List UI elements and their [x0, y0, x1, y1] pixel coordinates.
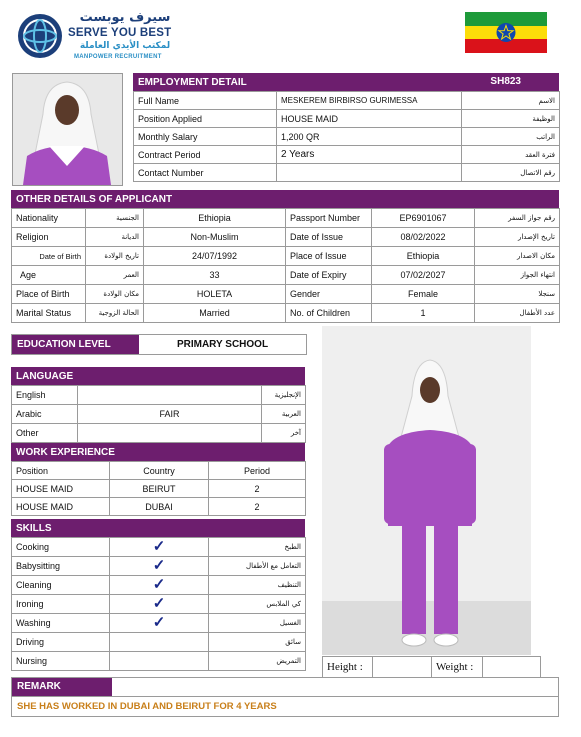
table-row	[12, 304, 560, 323]
cell-label-arabic: العمر	[86, 266, 144, 285]
table-row	[134, 146, 560, 164]
employment-table	[133, 91, 560, 182]
table-row	[12, 614, 306, 633]
skill-name-arabic: التعامل مع الأطفال	[209, 557, 306, 576]
table-row	[12, 538, 306, 557]
skill-name-arabic: كي الملابس	[209, 595, 306, 614]
cell-label-arabic: الحالة الزوجية	[86, 304, 144, 323]
company-logo	[14, 10, 184, 62]
employment-detail-title: EMPLOYMENT DETAIL	[138, 77, 247, 88]
skills-header	[11, 519, 305, 537]
work-experience-section	[11, 443, 305, 516]
remark-section	[11, 677, 559, 717]
language-title: LANGUAGE	[16, 371, 74, 382]
language-level: FAIR	[78, 405, 262, 424]
language-header	[11, 367, 305, 385]
column-header: Country	[110, 462, 209, 480]
table-row	[134, 92, 560, 110]
table-row	[12, 576, 306, 595]
cell-label: Place of Issue	[286, 247, 372, 266]
work-experience-header	[11, 443, 305, 461]
cell-label: No. of Children	[286, 304, 372, 323]
language-table	[11, 385, 306, 443]
field-value: 2 Years	[277, 146, 462, 164]
skill-name: Cooking	[12, 538, 110, 557]
employment-detail-header	[133, 73, 559, 91]
table-row	[12, 652, 306, 671]
logo-emblem-icon	[14, 12, 66, 60]
cell-label-arabic: تاريخ الولادة	[86, 247, 144, 266]
skill-check-icon: ✓	[110, 538, 209, 557]
other-details-header	[11, 190, 559, 208]
table-row	[12, 557, 306, 576]
field-label: Position Applied	[134, 110, 277, 128]
education-label: EDUCATION LEVEL	[12, 335, 139, 354]
skill-name: Cleaning	[12, 576, 110, 595]
cell-label-arabic: الديانة	[86, 228, 144, 247]
language-name-arabic: الإنجليزية	[262, 386, 306, 405]
height-value	[373, 657, 432, 677]
skill-check-icon: ✓	[110, 614, 209, 633]
language-name-arabic: آخر	[262, 424, 306, 443]
skill-name: Babysitting	[12, 557, 110, 576]
table-row	[12, 266, 560, 285]
other-details-title: OTHER DETAILS OF APPLICANT	[16, 194, 173, 205]
skill-check-icon: ✓	[110, 576, 209, 595]
experience-country: BEIRUT	[110, 480, 209, 498]
column-header: Position	[12, 462, 110, 480]
cell-label: Gender	[286, 285, 372, 304]
field-label-arabic: الراتب	[462, 128, 560, 146]
skills-section	[11, 519, 305, 671]
cell-label: Passport Number	[286, 209, 372, 228]
height-label: Height :	[323, 657, 373, 677]
table-row	[12, 209, 560, 228]
work-experience-table	[11, 461, 306, 516]
cell-label: Religion	[12, 228, 86, 247]
field-label-arabic: فترة العقد	[462, 146, 560, 164]
experience-position: HOUSE MAID	[12, 498, 110, 516]
cell-value: EP6901067	[372, 209, 475, 228]
cell-label: Age	[12, 266, 86, 285]
skill-name-arabic: الغسيل	[209, 614, 306, 633]
language-section	[11, 367, 305, 443]
cell-value: 07/02/2027	[372, 266, 475, 285]
skill-name-arabic: التنظيف	[209, 576, 306, 595]
table-row	[12, 228, 560, 247]
field-label: Contract Period	[134, 146, 277, 164]
skill-name-arabic: سائق	[209, 633, 306, 652]
other-details-section	[11, 190, 559, 323]
language-level	[78, 424, 262, 443]
field-value: 1,200 QR	[277, 128, 462, 146]
cell-value: Married	[144, 304, 286, 323]
cell-label: Marital Status	[12, 304, 86, 323]
column-header: Period	[209, 462, 306, 480]
weight-label: Weight :	[432, 657, 483, 677]
cell-label: Nationality	[12, 209, 86, 228]
experience-position: HOUSE MAID	[12, 480, 110, 498]
cell-label: Date of Expiry	[286, 266, 372, 285]
table-row	[134, 164, 560, 182]
field-value: MESKEREM BIRBIRSO GURIMESSA	[277, 92, 462, 110]
applicant-portrait-photo	[12, 73, 123, 186]
table-header-row	[12, 462, 306, 480]
remark-header-row	[11, 677, 559, 697]
cell-label-arabic: سنجلا	[475, 285, 560, 304]
table-row	[12, 498, 306, 516]
language-name: Other	[12, 424, 78, 443]
cell-value: Female	[372, 285, 475, 304]
brand-arabic-name: سيرف يوبست	[79, 10, 171, 25]
table-row	[12, 424, 306, 443]
table-row	[134, 110, 560, 128]
brand-arabic-subtitle: لمكتب الأيدي العاملة	[79, 41, 171, 51]
language-name: Arabic	[12, 405, 78, 424]
experience-country: DUBAI	[110, 498, 209, 516]
cell-label-arabic: مكان الولادة	[86, 285, 144, 304]
field-label: Full Name	[134, 92, 277, 110]
field-label: Monthly Salary	[134, 128, 277, 146]
cell-label-arabic: مكان الاصدار	[475, 247, 560, 266]
language-level	[78, 386, 262, 405]
skill-check-icon: ✓	[110, 595, 209, 614]
reference-number: SH823	[490, 76, 521, 87]
cell-value: HOLETA	[144, 285, 286, 304]
skill-check-icon: ✓	[110, 557, 209, 576]
skills-title: SKILLS	[16, 523, 52, 534]
table-row	[134, 128, 560, 146]
education-section	[11, 334, 307, 355]
table-row	[12, 405, 306, 424]
cell-value: 24/07/1992	[144, 247, 286, 266]
field-label-arabic: رقم الاتصال	[462, 164, 560, 182]
field-value: HOUSE MAID	[277, 110, 462, 128]
other-details-table	[11, 208, 560, 323]
skill-name: Ironing	[12, 595, 110, 614]
cell-value: 33	[144, 266, 286, 285]
skill-check-icon	[110, 633, 209, 652]
cell-label: Date of Issue	[286, 228, 372, 247]
employment-detail-section	[133, 73, 559, 182]
cell-value: Non-Muslim	[144, 228, 286, 247]
language-name: English	[12, 386, 78, 405]
cell-value: Ethiopia	[372, 247, 475, 266]
skills-table	[11, 537, 306, 671]
ethiopia-flag-icon	[465, 12, 547, 53]
field-label-arabic: الاسم	[462, 92, 560, 110]
table-row	[12, 633, 306, 652]
cell-label: Place of Birth	[12, 285, 86, 304]
skill-name-arabic: التمريض	[209, 652, 306, 671]
remark-text: SHE HAS WORKED IN DUBAI AND BEIRUT FOR 4 YEARS	[11, 697, 559, 717]
language-name-arabic: العربية	[262, 405, 306, 424]
work-experience-title: WORK EXPERIENCE	[16, 447, 115, 458]
measurements-row	[322, 656, 541, 678]
skill-name: Driving	[12, 633, 110, 652]
applicant-full-body-photo	[322, 326, 531, 655]
table-row	[12, 247, 560, 266]
cell-label-arabic: عدد الأطفال	[475, 304, 560, 323]
field-value	[277, 164, 462, 182]
field-label-arabic: الوظيفة	[462, 110, 560, 128]
table-row	[12, 386, 306, 405]
cell-value: Ethiopia	[144, 209, 286, 228]
remark-title: REMARK	[12, 678, 112, 696]
skill-name-arabic: الطبخ	[209, 538, 306, 557]
experience-period: 2	[209, 498, 306, 516]
cell-label-arabic: انتهاء الجواز	[475, 266, 560, 285]
field-label: Contact Number	[134, 164, 277, 182]
table-row	[12, 480, 306, 498]
cell-label-arabic: الجنسية	[86, 209, 144, 228]
cell-value: 08/02/2022	[372, 228, 475, 247]
cell-label: Date of Birth	[12, 247, 86, 266]
cell-value: 1	[372, 304, 475, 323]
cell-label-arabic: رقم جواز السفر	[475, 209, 560, 228]
education-value: PRIMARY SCHOOL	[176, 339, 269, 350]
cell-label-arabic: تاريخ الإصدار	[475, 228, 560, 247]
table-row	[12, 595, 306, 614]
experience-period: 2	[209, 480, 306, 498]
brand-name: SERVE YOU BEST	[68, 27, 172, 39]
skill-check-icon	[110, 652, 209, 671]
skill-name: Washing	[12, 614, 110, 633]
weight-value	[483, 657, 540, 677]
table-row	[12, 285, 560, 304]
brand-subtitle: MANPOWER RECRUITMENT	[74, 54, 162, 60]
skill-name: Nursing	[12, 652, 110, 671]
